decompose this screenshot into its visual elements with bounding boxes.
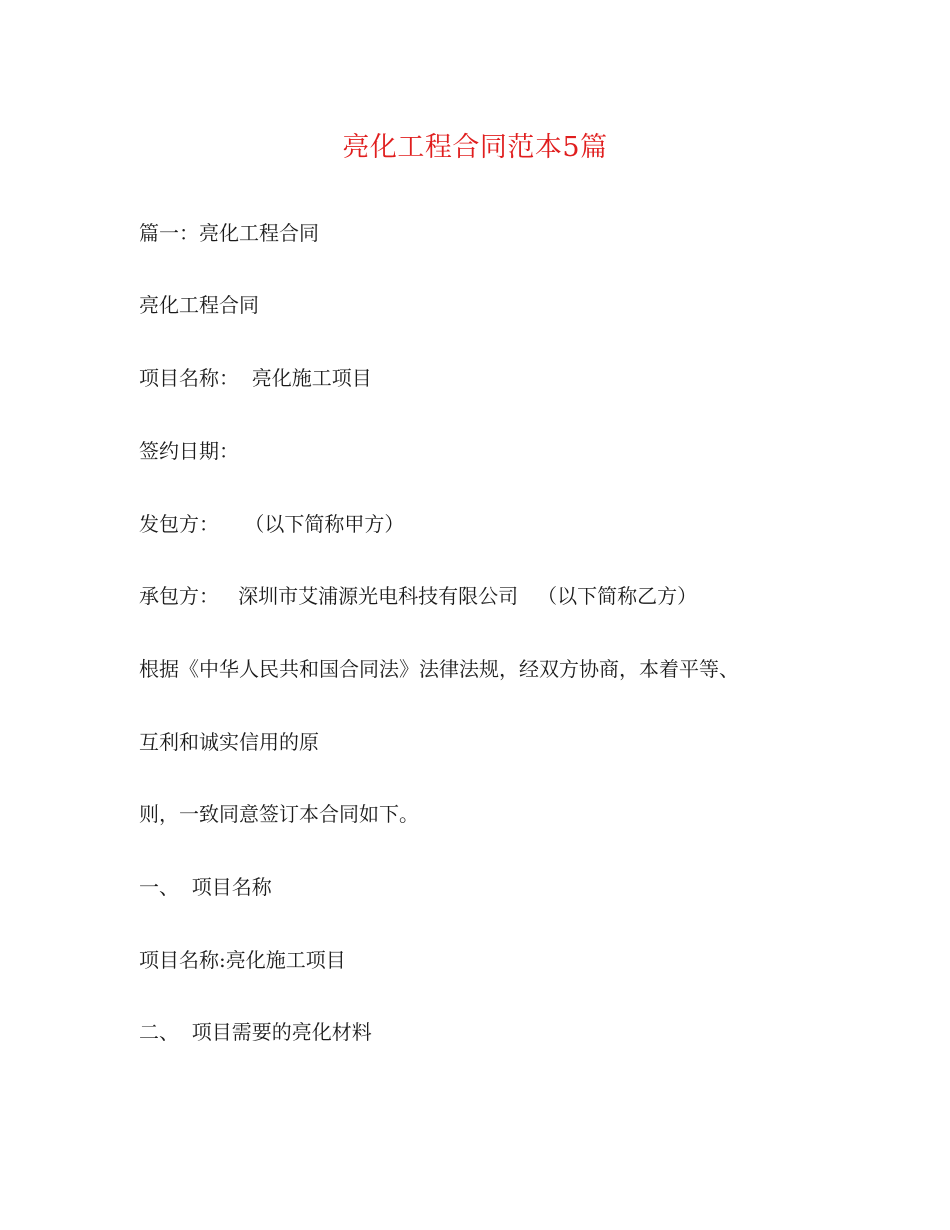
section-heading-materials: 二、 项目需要的亮化材料 (139, 1020, 372, 1044)
signing-date-line: 签约日期： (139, 439, 239, 463)
preamble-line-1: 根据《中华人民共和国合同法》法律法规，经双方协商，本着平等、 (139, 657, 739, 681)
project-name-detail: 项目名称:亮化施工项目 (139, 948, 346, 972)
preamble-line-3: 则，一致同意签订本合同如下。 (139, 802, 419, 826)
section-heading-part-one: 篇一：亮化工程合同 (139, 221, 319, 245)
project-name-line: 项目名称： 亮化施工项目 (139, 366, 372, 390)
section-heading-project-name: 一、 项目名称 (139, 875, 272, 899)
party-a-line: 发包方： （以下简称甲方） (139, 512, 405, 536)
document-title: 亮化工程合同范本5篇 (342, 132, 608, 163)
preamble-line-2: 互利和诚实信用的原 (139, 730, 319, 754)
party-b-line: 承包方： 深圳市艾浦源光电科技有限公司 （以下简称乙方） (139, 584, 698, 608)
contract-title: 亮化工程合同 (139, 293, 259, 317)
